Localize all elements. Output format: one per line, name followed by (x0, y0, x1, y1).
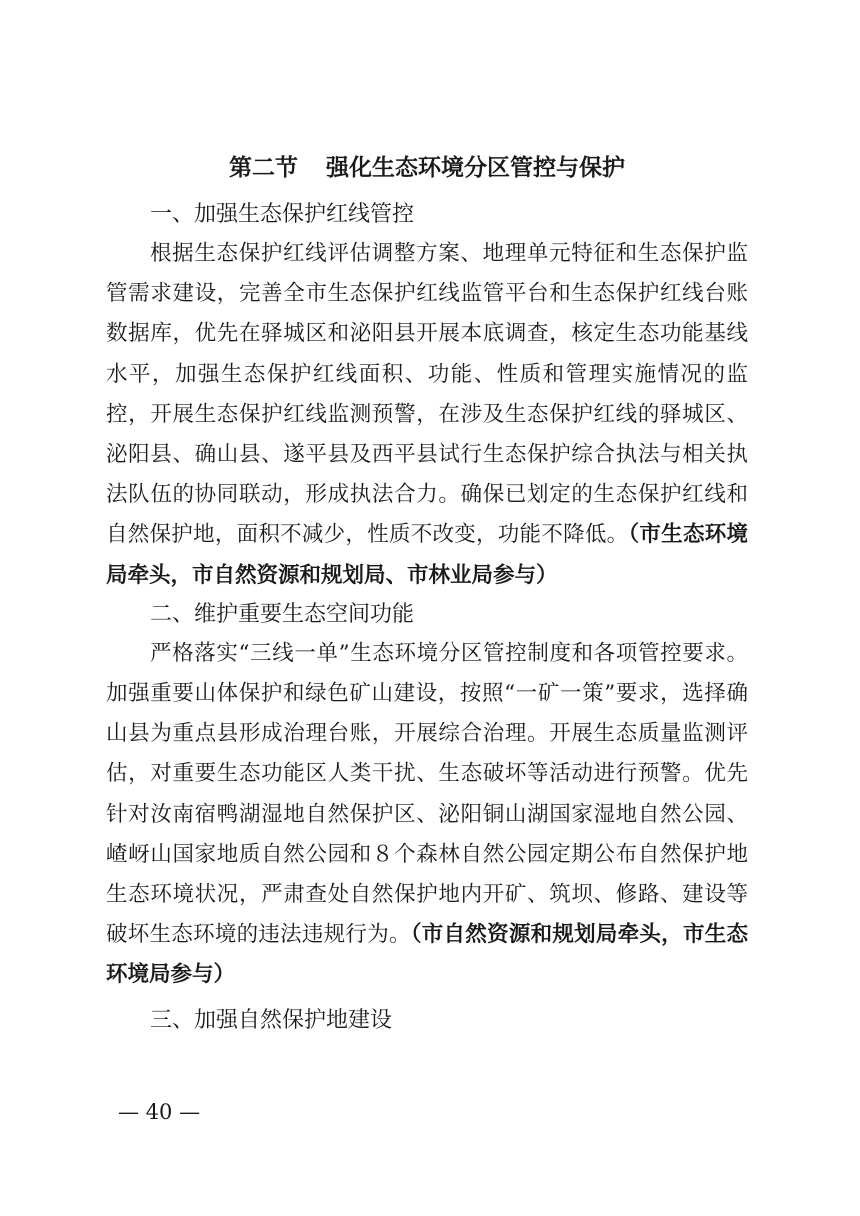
section-number: 第二节 (229, 155, 298, 181)
paragraph-2-body: 严格落实“三线一单”生态环境分区管控制度和各项管控要求。加强重要山体保护和绿色矿山建设，按照“一矿一策”要求，选择确山县为重点县形成治理台账，开展综合治理。开展生态质量监测评估，对重要生态功能区人类干扰、生态破坏等活动进行预警。优先针对汝南宿鸭湖湿地自然保护区、泌阳铜山湖国家湿地自然公园、嵖岈山国家地质自然公园和８个森林自然公园定期公布自然保护地生态环境状况，严肃查处自然保护地内开矿、筑坝、修路、建设等破坏生态环境的违法违规行为。 (106, 640, 748, 948)
paragraph-2 (106, 634, 748, 996)
paragraph-1 (106, 234, 748, 596)
section-title-text: 强化生态环境分区管控与保护 (326, 155, 625, 181)
paragraph-2-responsibility: （市自然资源和规划局牵头，市生态环境局参与） (106, 922, 748, 988)
page-number: — 40 — (118, 1100, 201, 1124)
subsection-heading-1: 一、加强生态保护红线管控 (150, 202, 415, 227)
section-title (106, 150, 748, 186)
paragraph-1-responsibility: （市生态环境局牵头，市自然资源和规划局、市林业局参与） (106, 522, 748, 588)
document-page (106, 150, 748, 1040)
paragraph-1-body: 根据生态保护红线评估调整方案、地理单元特征和生态保护监管需求建设，完善全市生态保护红线监管平台和生态保护红线台账数据库，优先在驿城区和泌阳县开展本底调查，核定生态功能基线水平，加强生态保护红线面积、功能、性质和管理实施情况的监控，开展生态保护红线监测预警，在涉及生态保护红线的驿城区、泌阳县、确山县、遂平县及西平县试行生态保护综合执法与相关执法队伍的协同联动，形成执法合力。确保已划定的生态保护红线和自然保护地，面积不减少，性质不改变，功能不降低。 (106, 241, 748, 548)
subsection-heading-3: 三、加强自然保护地建设 (150, 1007, 393, 1033)
subsection-heading-2: 二、维护重要生态空间功能 (150, 601, 415, 627)
